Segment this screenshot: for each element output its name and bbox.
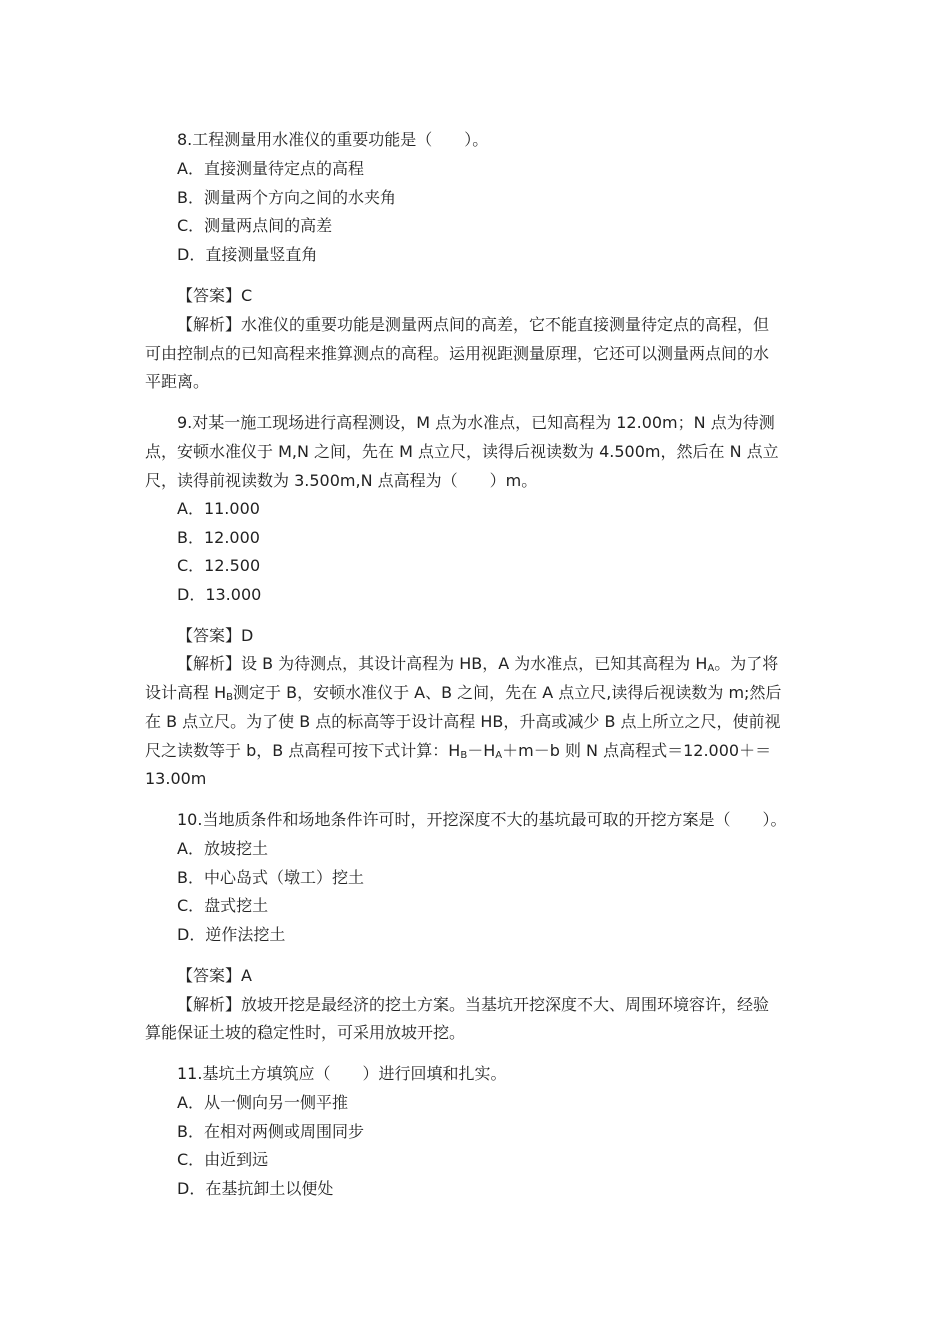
q8-analysis-line-2: 可由控制点的已知高程来推算测点的高程。运用视距测量原理，它还可以测量两点间的水 bbox=[145, 344, 770, 363]
q10-analysis-line-1: 【解析】放坡开挖是最经济的挖土方案。当基坑开挖深度不大、周围环境容许，经验 bbox=[177, 995, 770, 1014]
q9-analysis-line-4: 尺之读数等于 b，B 点高程可按下式计算：$H_B-H_A+m-b$ 则 N 点高程式＝12.000＋＝ bbox=[145, 741, 772, 761]
q8-option-b: B．测量两个方向之间的水夹角 bbox=[177, 188, 396, 207]
q8-analysis-line-3: 平距离。 bbox=[145, 372, 210, 391]
q8-option-c: C．测量两点间的高差 bbox=[177, 216, 333, 235]
q10-analysis-line-2: 算能保证土坡的稳定性时，可采用放坡开挖。 bbox=[145, 1023, 466, 1042]
q9-option-d: D．13.000 bbox=[177, 585, 262, 604]
q11-option-c: C．由近到远 bbox=[177, 1150, 269, 1169]
q10-answer: 【答案】A bbox=[177, 966, 252, 985]
q8-stem: 8.工程测量用水准仪的重要功能是（ ）。 bbox=[177, 130, 489, 149]
q9-analysis-line-3: 在 B 点立尺。为了使 B 点的标高等于设计高程 HB，升高或减少 B 点上所立之尺，使前视 bbox=[145, 712, 781, 731]
q9-option-b: B．12.000 bbox=[177, 528, 260, 547]
q8-analysis-line-1: 【解析】水准仪的重要功能是测量两点间的高差，它不能直接测量待定点的高程，但 bbox=[177, 315, 770, 334]
q10-option-b: B．中心岛式（墩工）挖土 bbox=[177, 868, 364, 887]
q9-analysis-line-2: 设计高程 $H_B$测定于 B，安顿水准仪于 A、B 之间，先在 A 点立尺,读得后视读数为 m;然后 bbox=[145, 683, 782, 703]
q9-option-a: A．11.000 bbox=[177, 499, 260, 518]
q11-stem: 11.基坑土方填筑应（ ）进行回填和扎实。 bbox=[177, 1064, 507, 1083]
q10-option-a: A．放坡挖土 bbox=[177, 839, 268, 858]
q11-option-d: D．在基抗卸土以便处 bbox=[177, 1179, 334, 1198]
q9-analysis-line-1: 【解析】设 B 为待测点，其设计高程为 HB，A 为水准点，已知其高程为 $H_A$。为了将 bbox=[177, 654, 779, 674]
q8-option-a: A．直接测量待定点的高程 bbox=[177, 159, 364, 178]
q9-analysis-line-5: 13.00m bbox=[145, 769, 207, 788]
q10-option-c: C．盘式挖土 bbox=[177, 896, 269, 915]
q9-answer: 【答案】D bbox=[177, 626, 254, 645]
q10-stem: 10.当地质条件和场地条件许可时，开挖深度不大的基坑最可取的开挖方案是（ ）。 bbox=[177, 810, 787, 829]
q9-stem-line-2: 点，安顿水准仪于 M,N 之间，先在 M 点立尺，读得后视读数为 4.500m，然后在 N 点立 bbox=[145, 442, 779, 461]
q9-option-c: C．12.500 bbox=[177, 556, 261, 575]
q11-option-a: A．从一侧向另一侧平推 bbox=[177, 1093, 348, 1112]
q9-stem-line-1: 9.对某一施工现场进行高程测设，M 点为水准点，已知高程为 12.00m；N 点为待测 bbox=[177, 413, 775, 432]
q10-option-d: D．逆作法挖土 bbox=[177, 925, 286, 944]
q11-option-b: B．在相对两侧或周围同步 bbox=[177, 1122, 364, 1141]
q9-stem-line-3: 尺，读得前视读数为 3.500m,N 点高程为（ ）m。 bbox=[145, 471, 538, 490]
q8-option-d: D．直接测量竖直角 bbox=[177, 245, 318, 264]
q8-answer: 【答案】C bbox=[177, 286, 253, 305]
